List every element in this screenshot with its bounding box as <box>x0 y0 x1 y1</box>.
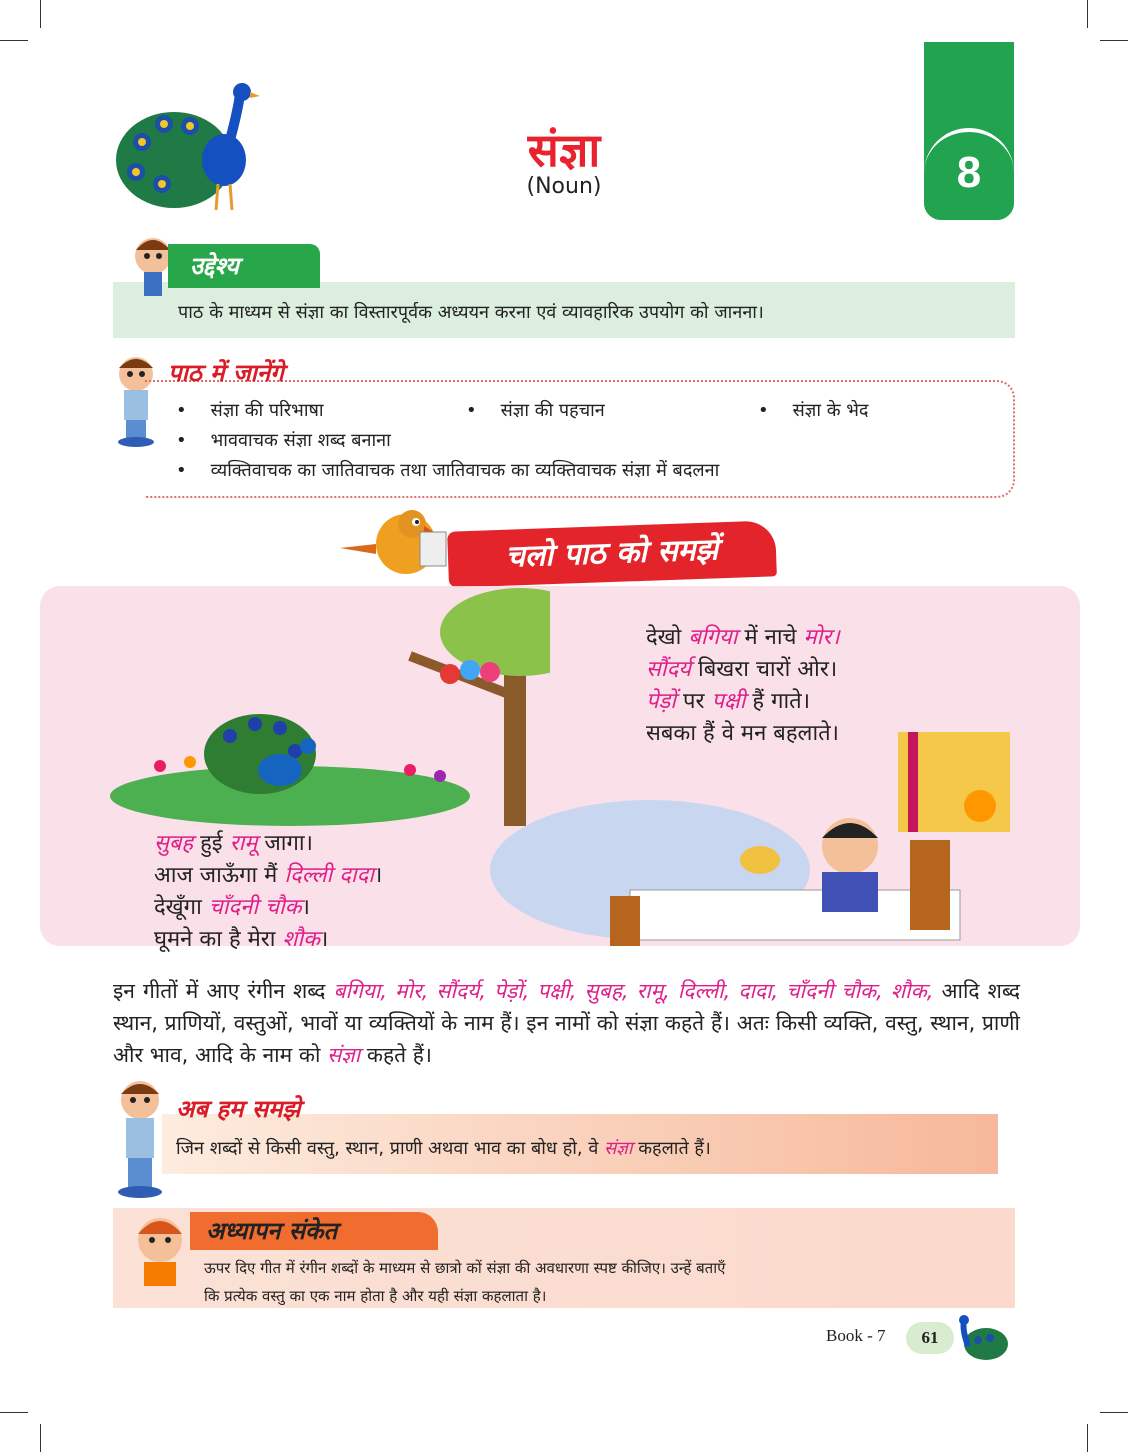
boy-mascot-icon <box>110 1076 170 1200</box>
crop-mark <box>0 1412 28 1413</box>
teaching-hint-text <box>204 1254 994 1310</box>
learn-item: • संज्ञा के भेद <box>758 398 868 422</box>
crop-mark <box>40 0 41 28</box>
teacher-mascot-icon <box>130 1212 190 1288</box>
understood-label: अब हम समझे <box>176 1095 301 1123</box>
crop-mark <box>0 40 28 41</box>
poem-line: देखो बगिया में नाचे मोर। <box>646 625 840 650</box>
poem-two <box>154 828 382 956</box>
chapter-number: 8 <box>956 148 982 197</box>
teaching-hint-line: ऊपर दिए गीत में रंगीन शब्दों के माध्यम से छात्रो कों संज्ञा की अवधारणा स्पष्ट कीजिए। उन्हें बताएँ <box>204 1259 726 1277</box>
crop-mark <box>1087 0 1088 28</box>
peacock-small-icon <box>954 1314 1010 1364</box>
poem-line: पेड़ों पर पक्षी हैं गाते। <box>646 689 811 714</box>
poem-line: देखूँगा चाँदनी चौक। <box>154 895 310 920</box>
learn-item: • भाववाचक संज्ञा शब्द बनाना <box>176 428 391 452</box>
learn-item: • संज्ञा की परिभाषा <box>176 398 324 422</box>
lesson-banner: चलो पाठ को समझें <box>447 520 777 587</box>
poem-one <box>646 622 840 750</box>
page-number: 61 <box>906 1322 954 1354</box>
boy-waking-illustration <box>490 720 1010 950</box>
definition-text: जिन शब्दों से किसी वस्तु, स्थान, प्राणी अथवा भाव का बोध हो, वे संज्ञा कहलाते हैं। <box>176 1138 711 1159</box>
crop-mark <box>40 1424 41 1452</box>
chapter-subtitle: (Noun) <box>526 174 602 199</box>
teaching-hint-label: अध्यापन संकेत <box>190 1212 438 1250</box>
chapter-title: संज्ञा <box>527 123 601 177</box>
garden-illustration <box>110 586 550 826</box>
teaching-hint-line: कि प्रत्येक वस्तु का एक नाम होता है और यही संज्ञा कहलाता है। <box>204 1287 547 1305</box>
learn-label: पाठ में जानेंगे <box>168 359 284 387</box>
poem-line: सबका हैं वे मन बहलाते। <box>646 721 840 746</box>
crop-mark <box>1087 1424 1088 1452</box>
objective-text: पाठ के माध्यम से संज्ञा का विस्तारपूर्वक अध्ययन करना एवं व्यावहारिक उपयोग को जानना। <box>178 302 764 323</box>
crop-mark <box>1100 40 1128 41</box>
explanation-paragraph: इन गीतों में आए रंगीन शब्द बगिया, मोर, सौंदर्य, पेड़ों, पक्षी, सुबह, रामू, दिल्ली, दादा, चाँदनी चौक, शौक, आदि शब्द स्थान, प्राणियों, वस्तुओं, भावों या व्यक्तियों के नाम हैं। इन नामों को संज्ञा कहते हैं। अतः किसी व्यक्ति, वस्तु, स्थान, प्राणी और भाव, आदि के नाम को संज्ञा कहते हैं। <box>113 979 1020 1067</box>
learn-item: • व्यक्तिवाचक का जातिवाचक तथा जातिवाचक का व्यक्तिवाचक संज्ञा में बदलना <box>176 458 719 482</box>
bird-reading-icon <box>336 504 448 584</box>
learn-item: • संज्ञा की पहचान <box>466 398 605 422</box>
objective-label: उद्देश्य <box>168 244 320 288</box>
poem-line: सौंदर्य बिखरा चारों ओर। <box>646 657 838 682</box>
poem-line: घूमने का है मेरा शौक। <box>154 927 329 952</box>
poem-line: सुबह हुई रामू जागा। <box>154 831 313 856</box>
book-label: Book - 7 <box>826 1326 886 1345</box>
poem-line: आज जाऊँगा मैं दिल्ली दादा। <box>154 863 383 888</box>
crop-mark <box>1100 1412 1128 1413</box>
